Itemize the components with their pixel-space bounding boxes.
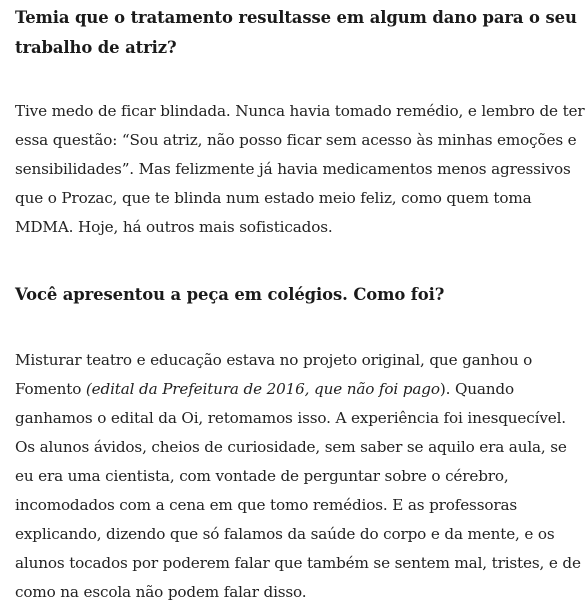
- answer-2-italic-note: (edital da Prefeitura de 2016, que não foi pago: [85, 380, 440, 398]
- answer-2-text-end: ). Quando ganhamos o edital da Oi, retomamos isso. A experiência foi inesquecível. Os alunos ávidos, cheios de curiosidade, sem saber se aquilo era aula, se eu era uma cientista, com vontade de perguntar sobre o cérebro, incomodados com a cena em que tomo remédios. E as professoras explicando, dizendo que só falamos da saúde do corpo e da mente, e os alunos tocados por poderem falar que também se sentem mal, tristes, e de como na escola não podem falar disso.: [15, 380, 581, 601]
- interview-answer-2: [15, 346, 587, 607]
- article-body: [15, 0, 587, 607]
- interview-answer-1: Tive medo de ficar blindada. Nunca havia tomado remédio, e lembro de ter essa questão: “Sou atriz, não posso ficar sem acesso às minhas emoções e sensibilidades”. Mas felizmente já havia medicamentos menos agressivos que o Prozac, que te blinda num estado meio feliz, como quem toma MDMA. Hoje, há outros mais sofisticados.: [15, 102, 585, 236]
- answer-2-text-start: Misturar teatro e educação estava no projeto original, que ganhou o Fomento: [15, 351, 533, 398]
- interview-question-1: Temia que o tratamento resultasse em algum dano para o seu trabalho de atriz?: [15, 8, 577, 57]
- interview-question-2: Você apresentou a peça em colégios. Como foi?: [15, 285, 445, 304]
